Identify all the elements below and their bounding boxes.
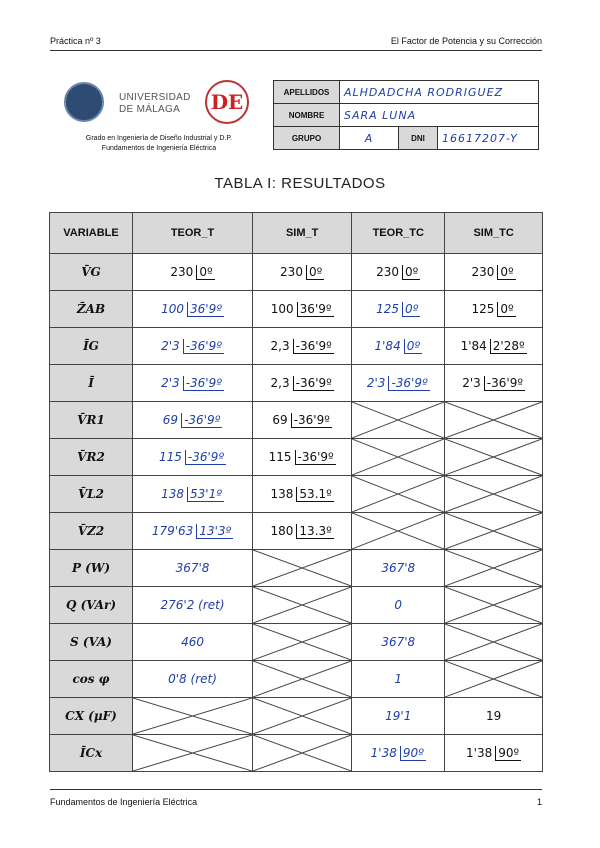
crossed-out-cell [253, 698, 352, 735]
result-cell[interactable] [253, 254, 352, 291]
department-mark: DE [210, 90, 244, 114]
phase-angle: -36'9º [388, 376, 429, 391]
result-value: 230 [280, 265, 303, 279]
phase-angle: -36'9º [181, 413, 222, 428]
table-row [50, 550, 543, 587]
result-value: 19'1 [385, 709, 412, 723]
variable-label: Z̄AB [50, 291, 133, 328]
table-row [50, 439, 543, 476]
result-value: 0 [394, 598, 403, 612]
variable-label: P (W) [50, 550, 133, 587]
footer-course: Fundamentos de Ingeniería Eléctrica [50, 797, 198, 807]
result-value: 69 [272, 413, 288, 427]
variable-label: V̄R2 [50, 439, 133, 476]
cross-icon [445, 402, 542, 438]
cross-icon [352, 513, 444, 549]
result-cell[interactable] [352, 365, 445, 402]
cross-icon [253, 587, 351, 623]
phase-angle: 0º [497, 302, 515, 317]
result-value: 115 [158, 450, 182, 464]
nombre-label: NOMBRE [274, 104, 340, 127]
phase-angle: -36'9º [293, 376, 334, 391]
table-row [50, 254, 543, 291]
crossed-out-cell [253, 661, 352, 698]
result-value: 138 [161, 487, 185, 501]
crossed-out-cell [133, 735, 253, 772]
result-value: 460 [181, 635, 204, 649]
result-cell[interactable] [253, 402, 352, 439]
grupo-field[interactable]: A [340, 127, 399, 150]
column-header: SIM_TC [445, 213, 543, 254]
variable-label: V̄Z2 [50, 513, 133, 550]
table-row [50, 476, 543, 513]
result-cell[interactable] [133, 476, 253, 513]
crossed-out-cell [133, 698, 253, 735]
result-value: 2'3 [161, 339, 180, 353]
cross-icon [253, 624, 351, 660]
crossed-out-cell [352, 513, 445, 550]
grupo-label: GRUPO [274, 127, 340, 150]
result-value: 100 [161, 302, 185, 316]
column-header: TEOR_T [133, 213, 253, 254]
result-cell[interactable] [133, 254, 253, 291]
variable-label: ĪG [50, 328, 133, 365]
student-info-table [273, 80, 539, 150]
crossed-out-cell [445, 624, 543, 661]
table-row [50, 587, 543, 624]
crossed-out-cell [253, 735, 352, 772]
degree-info [64, 134, 254, 154]
cross-icon [445, 624, 542, 660]
page-header [50, 36, 542, 46]
phase-angle: -36'9º [291, 413, 332, 428]
variable-label: cos φ [50, 661, 133, 698]
cross-icon [352, 402, 444, 438]
crossed-out-cell [253, 587, 352, 624]
result-value: 1'38 [370, 746, 397, 760]
cross-icon [253, 661, 351, 697]
result-value: 367'8 [381, 561, 416, 575]
apellidos-field[interactable]: ALHDADCHA RODRIGUEZ [340, 81, 539, 104]
table-row [50, 365, 543, 402]
result-value: 100 [270, 302, 294, 316]
table-row [50, 513, 543, 550]
result-value: 69 [162, 413, 179, 427]
practice-title: El Factor de Potencia y su Corrección [390, 36, 542, 46]
phase-angle: -36'9º [185, 450, 226, 465]
result-cell[interactable] [352, 291, 445, 328]
cross-icon [253, 550, 351, 586]
table-row [50, 328, 543, 365]
phase-angle: 53'1º [187, 487, 224, 502]
result-cell[interactable] [133, 365, 253, 402]
result-cell[interactable] [253, 439, 352, 476]
crossed-out-cell [352, 476, 445, 513]
variable-label: V̄R1 [50, 402, 133, 439]
result-cell[interactable] [445, 291, 543, 328]
phase-angle: -36'9º [484, 376, 525, 391]
result-value: 1'84 [374, 339, 401, 353]
university-logo [64, 82, 194, 126]
phase-angle: -36'9º [183, 339, 224, 354]
cross-icon [445, 550, 542, 586]
result-cell[interactable] [253, 365, 352, 402]
phase-angle: -36'9º [183, 376, 224, 391]
phase-angle: 36'9º [187, 302, 224, 317]
phase-angle: 0º [497, 265, 515, 280]
result-value: 115 [268, 450, 292, 464]
result-cell[interactable] [445, 735, 543, 772]
crossed-out-cell [445, 587, 543, 624]
result-value: 180 [270, 524, 294, 538]
result-value: 1'84 [460, 339, 487, 353]
dni-label: DNI [399, 127, 438, 150]
result-cell[interactable] [253, 328, 352, 365]
phase-angle: 90º [400, 746, 426, 761]
dni-field[interactable]: 16617207-Y [438, 127, 539, 150]
crossed-out-cell [445, 476, 543, 513]
cross-icon [445, 476, 542, 512]
result-cell[interactable] [352, 698, 445, 735]
result-cell[interactable] [253, 513, 352, 550]
phase-angle: 0º [402, 302, 420, 317]
nombre-field[interactable]: SARA LUNA [340, 104, 539, 127]
crossed-out-cell [253, 550, 352, 587]
department-logo-icon [205, 80, 249, 124]
result-value: 367'8 [175, 561, 210, 575]
result-cell[interactable] [352, 587, 445, 624]
cross-icon [133, 698, 252, 734]
result-cell[interactable] [133, 587, 253, 624]
table-row [50, 698, 543, 735]
result-value: 1'38 [466, 746, 493, 760]
result-cell[interactable] [133, 328, 253, 365]
result-value: 19 [485, 709, 502, 723]
page-number: 1 [536, 797, 542, 807]
variable-label: Ī [50, 365, 133, 402]
result-value: 276'2 (ret) [160, 598, 225, 612]
cross-icon [445, 587, 542, 623]
phase-angle: -36'9º [295, 450, 336, 465]
phase-angle: 13.3º [296, 524, 333, 539]
table-row [50, 735, 543, 772]
result-value: 2,3 [270, 376, 290, 390]
phase-angle: 53.1º [296, 487, 333, 502]
table-row [50, 291, 543, 328]
results-table [49, 212, 543, 772]
course-name: Fundamentos de Ingeniería Eléctrica [101, 145, 217, 152]
result-value: 2'3 [366, 376, 386, 390]
column-header: TEOR_TC [352, 213, 445, 254]
result-value: 230 [170, 265, 194, 279]
crossed-out-cell [445, 402, 543, 439]
table-title: TABLA I: RESULTADOS [214, 175, 386, 192]
column-header: VARIABLE [50, 213, 133, 254]
column-header: SIM_T [253, 213, 352, 254]
cross-icon [352, 476, 444, 512]
cross-icon [352, 439, 444, 475]
result-value: 2'3 [462, 376, 481, 390]
result-cell[interactable] [352, 661, 445, 698]
university-name-line2: DE MÁLAGA [119, 104, 181, 115]
crossed-out-cell [445, 550, 543, 587]
phase-angle: 0º [306, 265, 324, 280]
result-value: 179'63 [151, 524, 194, 538]
apellidos-label: APELLIDOS [274, 81, 340, 104]
result-value: 0'8 (ret) [168, 672, 217, 686]
variable-label: CX (μF) [50, 698, 133, 735]
result-cell[interactable] [352, 624, 445, 661]
result-value: 2'3 [161, 376, 180, 390]
table-row [50, 402, 543, 439]
cross-icon [253, 735, 351, 771]
result-cell[interactable] [445, 365, 543, 402]
variable-label: Q (VAr) [50, 587, 133, 624]
result-cell[interactable] [133, 513, 253, 550]
result-cell[interactable] [445, 328, 543, 365]
phase-angle: 36'9º [297, 302, 334, 317]
cross-icon [253, 698, 351, 734]
header-divider [50, 50, 542, 51]
result-cell[interactable] [445, 254, 543, 291]
cross-icon [445, 513, 542, 549]
phase-angle: 13'3º [196, 524, 233, 539]
result-value: 230 [376, 265, 400, 279]
university-seal-icon [64, 82, 104, 122]
result-value: 125 [376, 302, 400, 316]
page-footer [50, 797, 542, 807]
phase-angle: 2'28º [490, 339, 527, 354]
footer-divider [50, 789, 542, 790]
result-cell[interactable] [133, 439, 253, 476]
cross-icon [445, 661, 542, 697]
result-cell[interactable] [352, 735, 445, 772]
phase-angle: 0º [402, 265, 420, 280]
table-row [50, 661, 543, 698]
variable-label: S (VA) [50, 624, 133, 661]
table-row [50, 624, 543, 661]
result-value: 125 [471, 302, 495, 316]
result-cell[interactable] [133, 624, 253, 661]
degree-name: Grado en Ingeniería de Diseño Industrial y D.P. [85, 135, 233, 142]
result-cell[interactable] [133, 550, 253, 587]
result-cell[interactable] [445, 698, 543, 735]
practice-number: Práctica nº 3 [50, 36, 101, 46]
phase-angle: 0º [404, 339, 422, 354]
phase-angle: 90º [495, 746, 521, 761]
crossed-out-cell [253, 624, 352, 661]
crossed-out-cell [445, 661, 543, 698]
variable-label: V̄L2 [50, 476, 133, 513]
result-value: 367'8 [381, 635, 416, 649]
crossed-out-cell [352, 439, 445, 476]
result-cell[interactable] [133, 291, 253, 328]
phase-angle: -36'9º [293, 339, 334, 354]
cross-icon [133, 735, 252, 771]
variable-label: ĪCx [50, 735, 133, 772]
result-cell[interactable] [352, 328, 445, 365]
result-cell[interactable] [253, 291, 352, 328]
crossed-out-cell [445, 439, 543, 476]
result-cell[interactable] [133, 661, 253, 698]
university-name-line1: UNIVERSIDAD [119, 92, 191, 103]
result-cell[interactable] [133, 402, 253, 439]
result-value: 230 [471, 265, 495, 279]
result-cell[interactable] [253, 476, 352, 513]
result-cell[interactable] [352, 550, 445, 587]
cross-icon [445, 439, 542, 475]
crossed-out-cell [445, 513, 543, 550]
result-value: 2,3 [270, 339, 290, 353]
phase-angle: 0º [196, 265, 214, 280]
crossed-out-cell [352, 402, 445, 439]
result-cell[interactable] [352, 254, 445, 291]
result-value: 138 [270, 487, 294, 501]
variable-label: V̄G [50, 254, 133, 291]
result-value: 1 [394, 672, 403, 686]
